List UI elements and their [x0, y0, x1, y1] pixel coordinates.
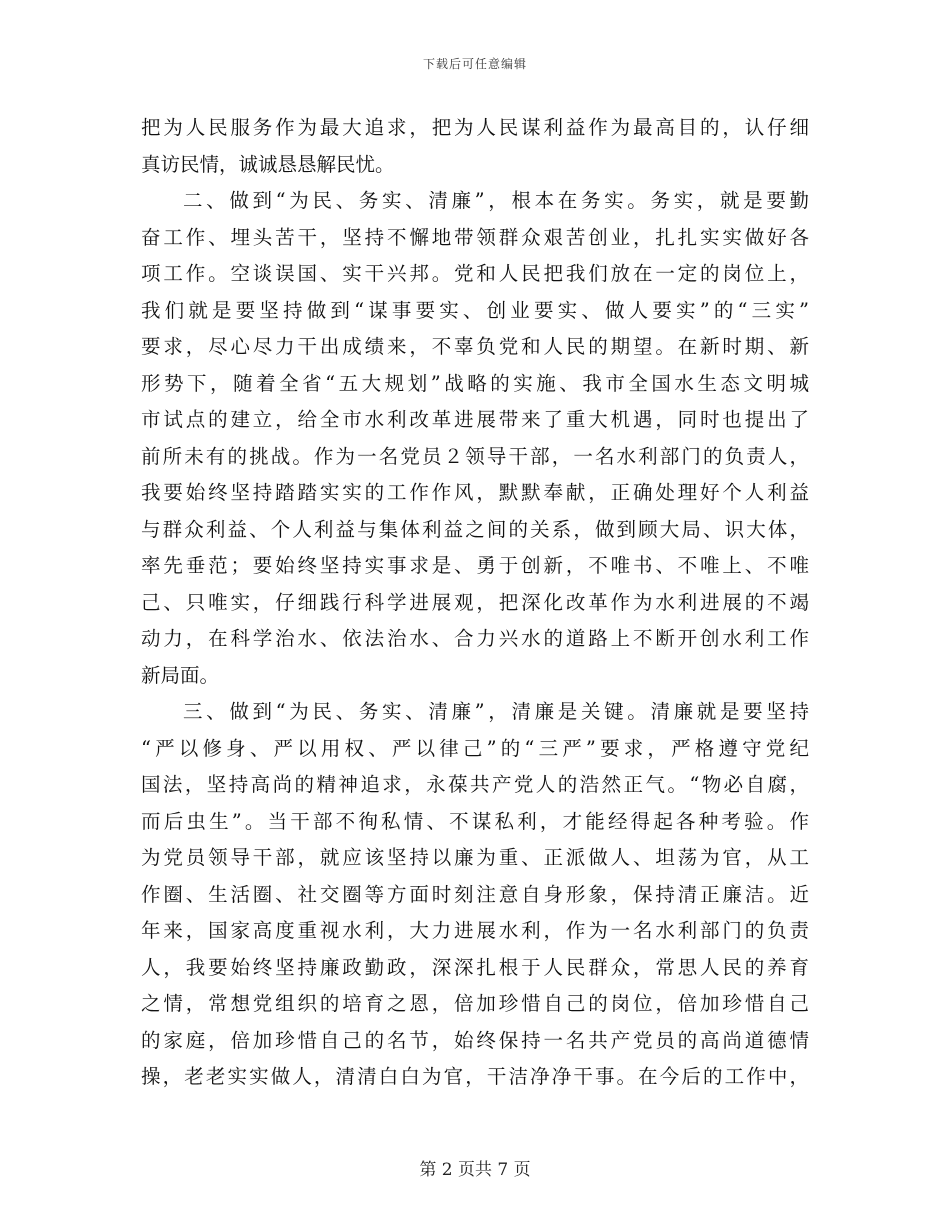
text-line: 之情，常想党组织的培育之恩，倍加珍惜自己的岗位，倍加珍惜自己	[141, 992, 809, 1015]
text-line: 动力，在科学治水、依法治水、合力兴水的道路上不断开创水利工作	[141, 627, 809, 650]
text-line: 国法，坚持高尚的精神追求，永葆共产党人的浩然正气。“物必自腐，	[141, 773, 809, 796]
text-line: 我们就是要坚持做到“谋事要实、创业要实、做人要实”的“三实”	[141, 298, 809, 322]
text-line: 奋工作、埋头苦干，坚持不懈地带领群众艰苦创业，扎扎实实做好各	[141, 225, 809, 249]
text-line: 我要始终坚持踏踏实实的工作作风，默默奉献，正确处理好个人利益	[141, 481, 809, 504]
text-line: 率先垂范；要始终坚持实事求是、勇于创新，不唯书、不唯上、不唯	[141, 554, 809, 577]
text-line: 要求，尽心尽力干出成绩来，不辜负党和人民的期望。在新时期、新	[141, 335, 809, 358]
text-line: 项工作。空谈误国、实干兴邦。党和人民把我们放在一定的岗位上，	[141, 262, 809, 285]
text-line: 真访民情，诚诚恳恳解民忧。	[141, 152, 395, 176]
document-body	[141, 110, 809, 1096]
text-line: 而后虫生”。当干部不徇私情、不谋私利，才能经得起各种考验。作	[141, 809, 809, 833]
text-line: 二、做到“为民、务实、清廉”，根本在务实。务实，就是要勤	[183, 189, 809, 212]
text-line: 形势下，随着全省“五大规划”战略的实施、我市全国水生态文明城	[141, 371, 809, 395]
text-line: 年来，国家高度重视水利，大力进展水利，作为一名水利部门的负责	[141, 919, 809, 942]
text-line: 的家庭，倍加珍惜自己的名节，始终保持一名共产党员的高尚道德情	[141, 1028, 809, 1052]
text-line: 与群众利益、个人利益与集体利益之间的关系，做到顾大局、识大体，	[141, 517, 809, 541]
text-line: 操，老老实实做人，清清白白为官，干洁净净干事。在今后的工作中，	[141, 1065, 809, 1088]
text-line: 三、做到“为民、务实、清廉”，清廉是关键。清廉就是要坚持	[183, 700, 809, 723]
text-line: “严以修身、严以用权、严以律己”的“三严”要求，严格遵守党纪	[141, 736, 809, 760]
text-line: 把为人民服务作为最大追求，把为人民谋利益作为最高目的，认仔细	[141, 116, 809, 139]
page-number: 第 2 页共 7 页	[419, 1160, 531, 1180]
text-line: 人，我要始终坚持廉政勤政，深深扎根于人民群众，常思人民的养育	[141, 955, 809, 979]
text-line: 为党员领导干部，就应该坚持以廉为重、正派做人、坦荡为官，从工	[141, 846, 809, 869]
text-line: 己、只唯实，仔细践行科学进展观，把深化改革作为水利进展的不竭	[141, 590, 809, 614]
text-line: 前所未有的挑战。作为一名党员２领导干部，一名水利部门的负责人，	[141, 444, 809, 468]
text-line: 作圈、生活圈、社交圈等方面时刻注意自身形象，保持清正廉洁。近	[141, 882, 809, 906]
text-line: 市试点的建立，给全市水利改革进展带来了重大机遇，同时也提出了	[141, 408, 809, 431]
text-line: 新局面。	[141, 663, 220, 687]
page-header-note: 下载后可任意编辑	[422, 57, 527, 71]
